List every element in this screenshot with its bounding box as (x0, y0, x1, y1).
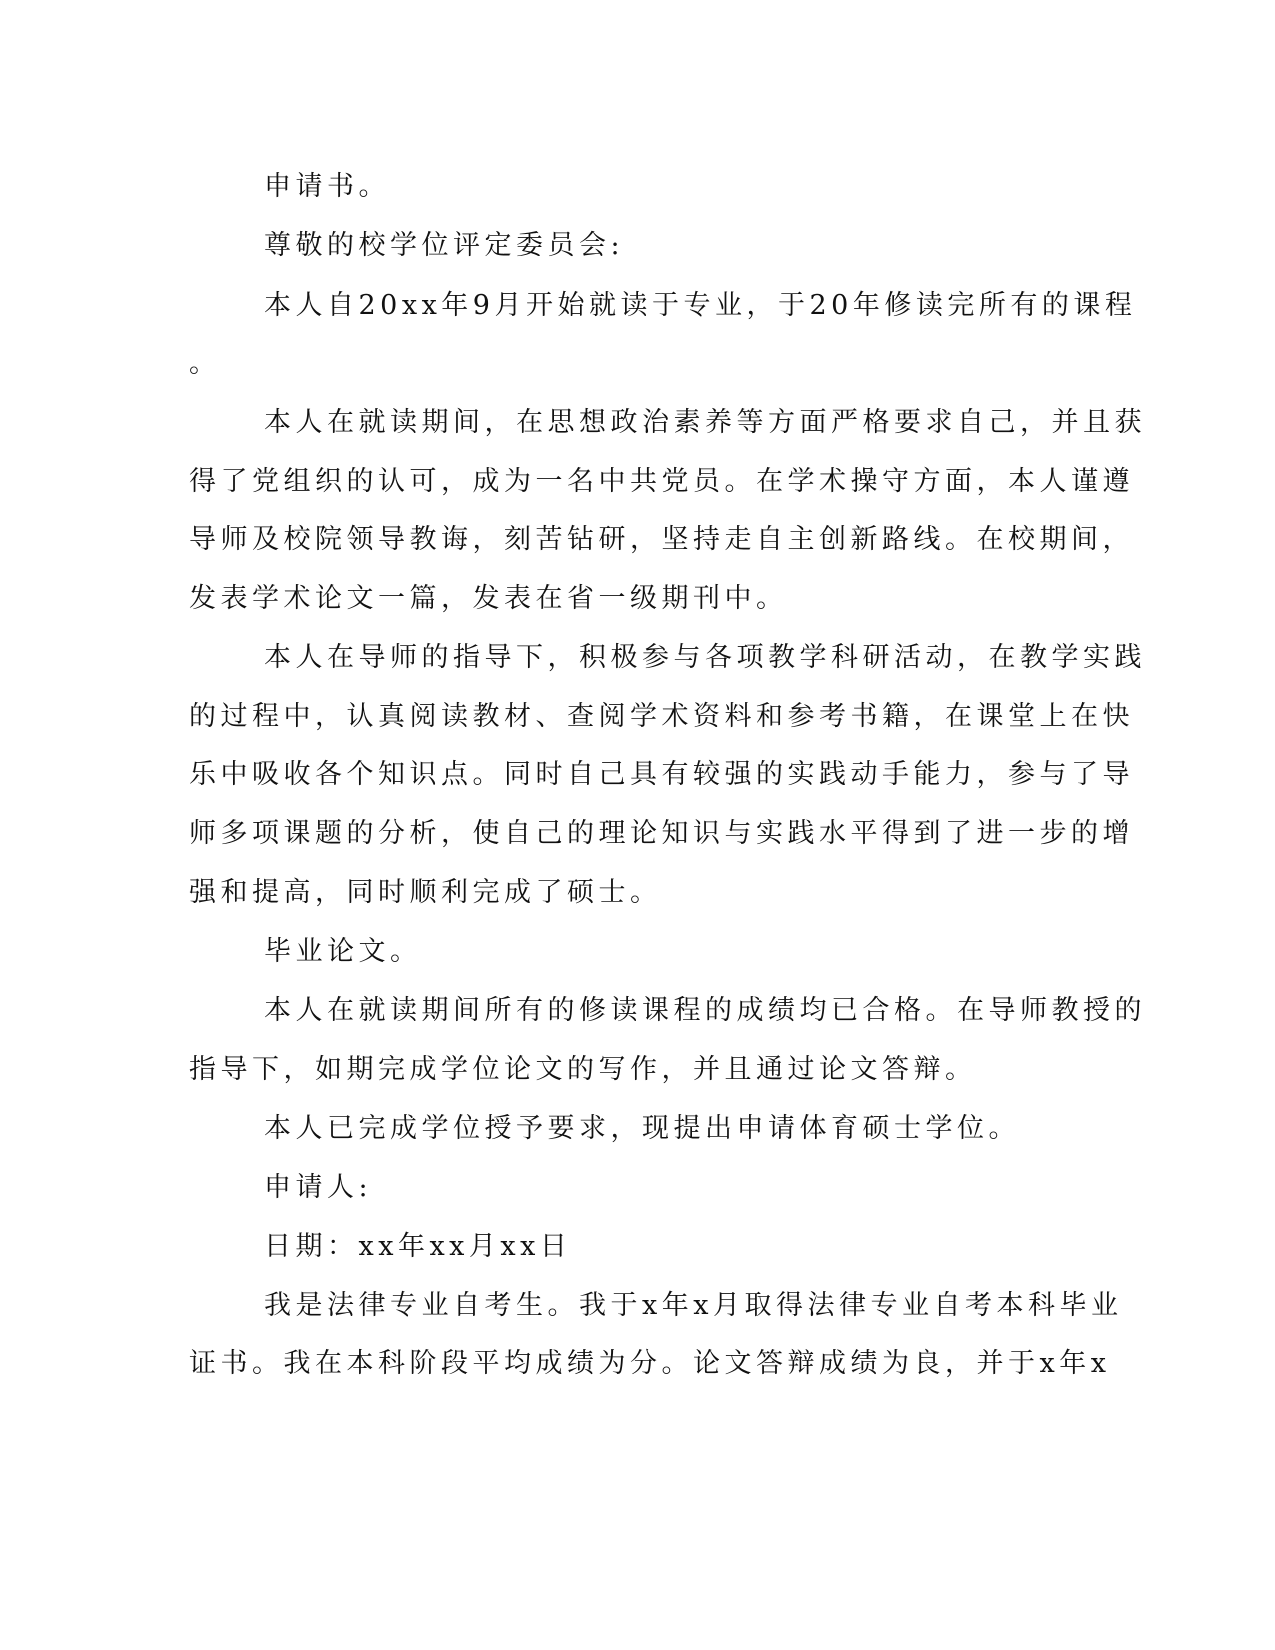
doc-line-salutation: 尊敬的校学位评定委员会: (264, 230, 625, 261)
doc-line: 师多项课题的分析，使自己的理论知识与实践水平得到了进一步的增 (189, 818, 1134, 849)
doc-line: 指导下，如期完成学位论文的写作，并且通过论文答辩。 (189, 1054, 977, 1085)
doc-line: 证书。我在本科阶段平均成绩为分。论文答辩成绩为良，并于x年x (189, 1348, 1111, 1379)
doc-line: 。 (189, 348, 221, 379)
doc-line-title: 申请书。 (264, 171, 390, 202)
doc-line: 的过程中，认真阅读教材、查阅学术资料和参考书籍，在课堂上在快 (189, 701, 1134, 732)
doc-line: 导师及校院领导教诲，刻苦钻研，坚持走自主创新路线。在校期间， (189, 524, 1134, 555)
doc-line: 本人在就读期间，在思想政治素养等方面严格要求自己，并且获 (264, 407, 1146, 438)
doc-line: 我是法律专业自考生。我于x年x月取得法律专业自考本科毕业 (264, 1290, 1123, 1321)
doc-line-applicant: 申请人: (264, 1172, 373, 1203)
doc-line: 本人自20xx年9月开始就读于专业，于20年修读完所有的课程 (264, 290, 1137, 321)
doc-line: 本人在导师的指导下，积极参与各项教学科研活动，在教学实践 (264, 642, 1146, 673)
doc-line: 本人已完成学位授予要求，现提出申请体育硕士学位。 (264, 1113, 1020, 1144)
doc-line: 本人在就读期间所有的修读课程的成绩均已合格。在导师教授的 (264, 995, 1146, 1026)
doc-line: 毕业论文。 (264, 936, 422, 967)
doc-line-date: 日期：xx年xx月xx日 (264, 1231, 572, 1262)
doc-line: 发表学术论文一篇，发表在省一级期刊中。 (189, 583, 788, 614)
doc-line: 得了党组织的认可，成为一名中共党员。在学术操守方面，本人谨遵 (189, 466, 1134, 497)
doc-line: 乐中吸收各个知识点。同时自己具有较强的实践动手能力，参与了导 (189, 759, 1134, 790)
doc-line: 强和提高，同时顺利完成了硕士。 (189, 877, 662, 908)
